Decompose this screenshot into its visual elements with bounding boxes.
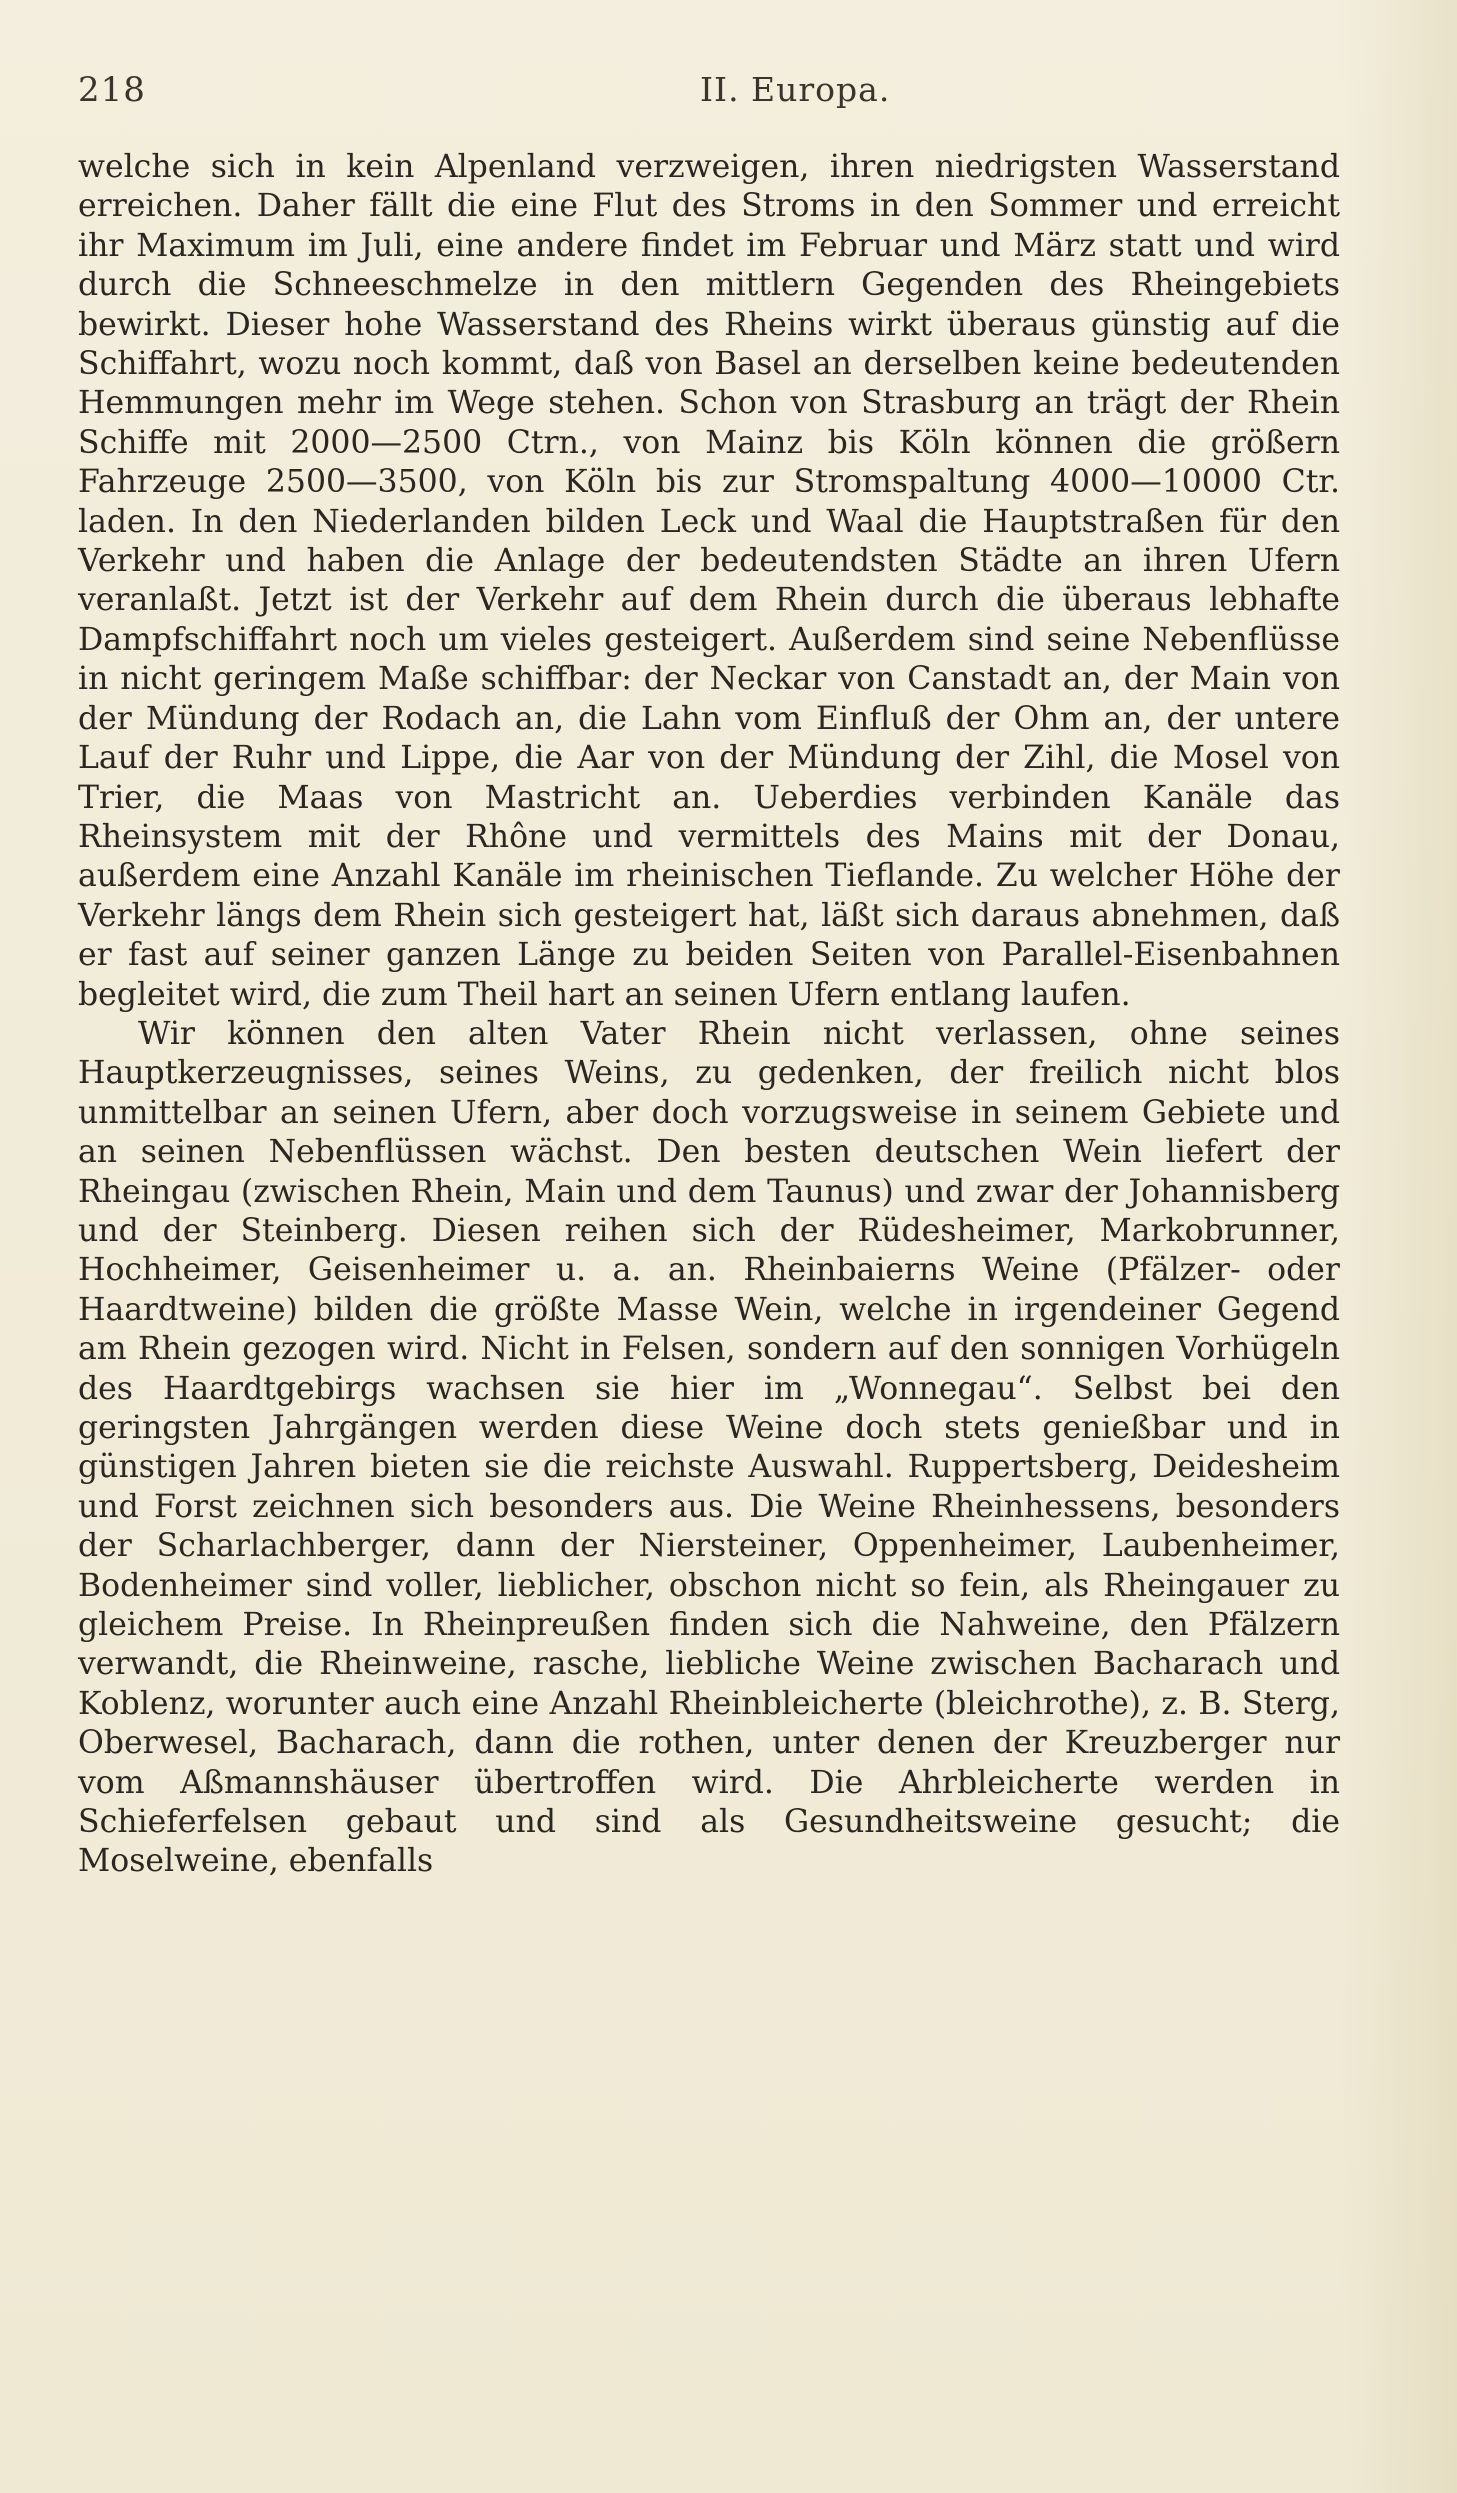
paragraph-rhine-navigation: welche sich in kein Alpenland verzweigen, ihren niedrigsten Wasserstand erreichen. Daher fällt die eine Flut des Stroms in den Sommer und erreicht ihr Maximum im Juli, eine andere findet im Februar und März statt und wird durch die Schneeschmelze in den mittlern Gegenden des Rheingebiets bewirkt. Dieser hohe Wasserstand des Rheins wirkt überaus günstig auf die Schiffahrt, wozu noch kommt, daß von Basel an derselben keine bedeutenden Hemmungen mehr im Wege stehen. Schon von Strasburg an trägt der Rhein Schiffe mit 2000—2500 Ctrn., von Mainz bis Köln können die größern Fahrzeuge 2500—3500, von Köln bis zur Stromspaltung 4000—10000 Ctr. laden. In den Niederlanden bilden Leck und Waal die Hauptstraßen für den Verkehr und haben die Anlage der bedeutendsten Städte an ihren Ufern veranlaßt. Jetzt ist der Verkehr auf dem Rhein durch die überaus lebhafte Dampfschiffahrt noch um vieles gesteigert. Außerdem sind seine Nebenflüsse in nicht geringem Maße schiffbar: der Neckar von Canstadt an, der Main von der Mündung der Rodach an, die Lahn vom Einfluß der Ohm an, der untere Lauf der Ruhr und Lippe, die Aar von der Mündung der Zihl, die Mosel von Trier, die Maas von Mastricht an. Ueberdies verbinden Kanäle das Rheinsystem mit der Rhône und vermittels des Mains mit der Donau, außerdem eine Anzahl Kanäle im rheinischen Tieflande. Zu welcher Höhe der Verkehr längs dem Rhein sich gesteigert hat, läßt sich daraus abnehmen, daß er fast auf seiner ganzen Länge zu beiden Seiten von Parallel-Eisenbahnen begleitet wird, die zum Theil hart an seinen Ufern entlang laufen. xyxy=(78,149,1340,1013)
running-head xyxy=(0,70,1457,120)
section-title: II. Europa. xyxy=(700,70,891,109)
paragraph-rhine-wine: Wir können den alten Vater Rhein nicht verlassen, ohne seines Hauptkerzeugnisses, seines Weins, zu gedenken, der freilich nicht blos unmittelbar an seinen Ufern, aber doch vorzugsweise in seinem Gebiete und an seinen Nebenflüssen wächst. Den besten deutschen Wein liefert der Rheingau (zwischen Rhein, Main und dem Taunus) und zwar der Johannisberg und der Steinberg. Diesen reihen sich der Rüdesheimer, Markobrunner, Hochheimer, Geisenheimer u. a. an. Rheinbaierns Weine (Pfälzer- oder Haardtweine) bilden die größte Masse Wein, welche in irgendeiner Gegend am Rhein gezogen wird. Nicht in Felsen, sondern auf den sonnigen Vorhügeln des Haardtgebirgs wachsen sie hier im „Wonnegau“. Selbst bei den geringsten Jahrgängen werden diese Weine doch stets genießbar und in günstigen Jahren bieten sie die reichste Auswahl. Ruppertsberg, Deidesheim und Forst zeichnen sich besonders aus. Die Weine Rheinhessens, besonders der Scharlachberger, dann der Niersteiner, Oppenheimer, Laubenheimer, Bodenheimer sind voller, lieblicher, obschon nicht so fein, als Rheingauer zu gleichem Preise. In Rheinpreußen finden sich die Nahweine, den Pfälzern verwandt, die Rheinweine, rasche, liebliche Weine zwischen Bacharach und Koblenz, worunter auch eine Anzahl Rheinbleicherte (bleichrothe), z. B. Sterg, Oberwesel, Bacharach, dann die rothen, unter denen der Kreuzberger nur vom Aßmannshäuser übertroffen wird. Die Ahrbleicherte werden in Schieferfelsen gebaut und sind als Gesundheitsweine gesucht; die Moselweine, ebenfalls xyxy=(78,1015,1340,1880)
body-text xyxy=(78,148,1340,1882)
page-number: 218 xyxy=(78,70,146,110)
